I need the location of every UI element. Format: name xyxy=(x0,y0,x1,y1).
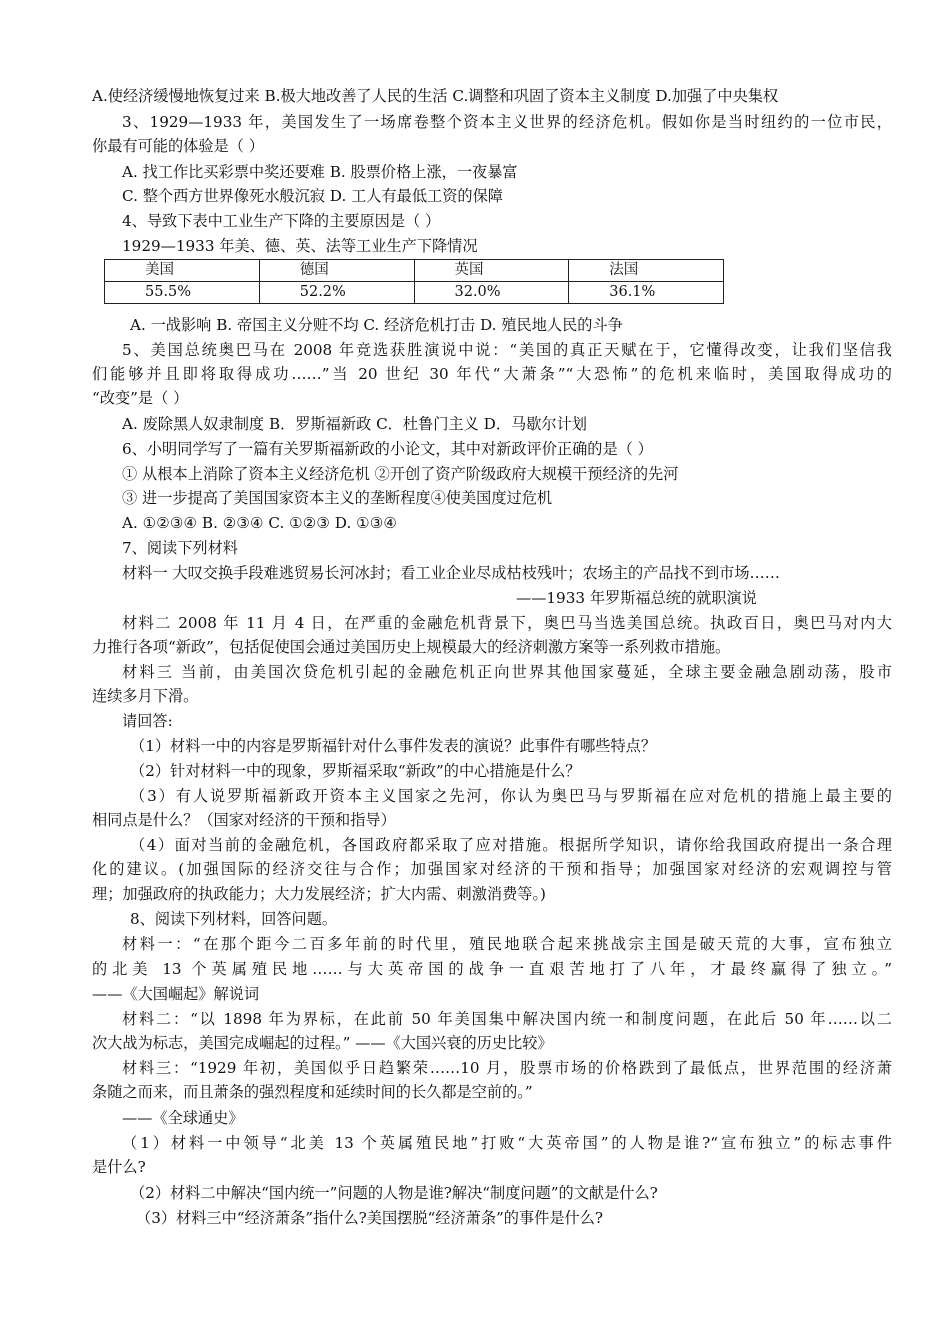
table-header-cell: 法国 xyxy=(569,260,724,282)
q8-material-3: 材料三：“1929 年初，美国似乎日趋繁荣……10 月，股票市场的价格跌到了最低点，世界范围的经济萧 xyxy=(122,1059,892,1077)
q6-item-3-4: ③ 进一步提高了美国国家资本主义的垄断程度④使美国度过危机 xyxy=(122,489,553,507)
q8-material-1-source: ——《大国崛起》解说词 xyxy=(92,985,260,1003)
table-caption: 1929—1933 年美、德、英、法等工业生产下降情况 xyxy=(122,237,478,255)
q7-material-2: 材料二 2008 年 11 月 4 日，在严重的金融危机背景下，奥巴马当选美国总统。执政百日，奥巴马对内大 xyxy=(122,614,892,632)
q7-sub-2: （2）针对材料一中的现象，罗斯福采取“新政”的中心措施是什么？ xyxy=(130,762,581,780)
table-cell: 36.1% xyxy=(569,282,724,304)
q6-item-1-2: ① 从根本上消除了资本主义经济危机 ②开创了资产阶级政府大规模干预经济的先河 xyxy=(122,465,679,483)
q7-answer-prompt: 请回答: xyxy=(122,712,173,730)
q7-material-2-cont: 力推行各项“新政”，包括促使国会通过美国历史上规模最大的经济刺激方案等一系列救市措施。 xyxy=(92,638,731,656)
q7-sub-3: （3）有人说罗斯福新政开资本主义国家之先河，你认为奥巴马与罗斯福在应对危机的措施上最主要的 xyxy=(130,787,892,805)
q8-material-2-cont: 次大战为标志，美国完成崛起的过程。” ——《大国兴衰的历史比较》 xyxy=(92,1034,553,1052)
q7-material-3-cont: 连续多月下滑。 xyxy=(92,687,199,705)
q7-material-1: 材料一 大叹交换手段难逃贸易长河冰封；看工业企业尽成枯枝残叶；农场主的产品找不到市场…… xyxy=(122,564,780,582)
q7-stem: 7、阅读下列材料 xyxy=(122,539,238,557)
table-cell: 32.0% xyxy=(414,282,569,304)
q5-stem-end: “改变”是（ ） xyxy=(92,389,189,407)
table-row xyxy=(105,282,724,304)
q3-options-cd: C. 整个西方世界像死水般沉寂 D. 工人有最低工资的保障 xyxy=(122,187,503,205)
table-cell: 52.2% xyxy=(259,282,414,304)
q3-options-ab: A. 找工作比买彩票中奖还要难 B. 股票价格上涨，一夜暴富 xyxy=(122,163,518,181)
q7-sub-4-cont: 化的建议。(加强国际的经济交往与合作；加强国家对经济的干预和指导；加强国家对经济的宏观调控与管 xyxy=(92,860,892,878)
q8-sub-1: （1）材料一中领导“北美 13 个英属殖民地”打败“大英帝国”的人物是谁?“宣布独立”的标志事件 xyxy=(122,1134,892,1152)
q5-stem: 5、美国总统奥巴马在 2008 年竞选获胜演说中说：“美国的真正天赋在于，它懂得改变，让我们坚信我 xyxy=(122,341,892,359)
table-header-row xyxy=(105,260,724,282)
production-decline-table xyxy=(104,259,724,304)
q7-sub-4: （4）面对当前的金融危机，各国政府都采取了应对措施。根据所学知识，请你给我国政府提出一条合理 xyxy=(130,836,892,854)
q4-stem: 4、导致下表中工业生产下降的主要原因是（ ） xyxy=(122,212,441,230)
q8-sub-2: （2）材料二中解决“国内统一”问题的人物是谁?解决“制度问题”的文献是什么? xyxy=(130,1184,658,1202)
q7-material-3: 材料三 当前，由美国次贷危机引起的金融危机正向世界其他国家蔓延，全球主要金融急剧动荡，股市 xyxy=(122,663,892,681)
q8-stem: 8、阅读下列材料，回答问题。 xyxy=(130,910,338,928)
q7-sub-1: （1）材料一中的内容是罗斯福针对什么事件发表的演说？此事件有哪些特点？ xyxy=(130,737,657,755)
table-header-cell: 德国 xyxy=(259,260,414,282)
q8-material-1: 材料一：“在那个距今二百多年前的时代里，殖民地联合起来挑战宗主国是破天荒的大事，宣布独立 xyxy=(122,935,892,953)
table-header-cell: 美国 xyxy=(105,260,260,282)
q8-material-2: 材料二：“以 1898 年为界标，在此前 50 年美国集中解决国内统一和制度问题，在此后 50 年……以二 xyxy=(122,1010,892,1028)
q7-sub-4-end: 理；加强政府的执政能力；大力发展经济；扩大内需、刺激消费等。) xyxy=(92,885,546,903)
q8-sub-1-cont: 是什么? xyxy=(92,1158,146,1176)
q2-options: A.使经济缓慢地恢复过来 B.极大地改善了人民的生活 C.调整和巩固了资本主义制度 D.加强了中央集权 xyxy=(92,87,779,105)
q8-material-1-cont: 的北美 13 个英属殖民地……与大英帝国的战争一直艰苦地打了八年，才最终赢得了独立。” xyxy=(92,960,892,978)
table-cell: 55.5% xyxy=(105,282,260,304)
q6-options: A. ①②③④ B. ②③④ C. ①②③ D. ①③④ xyxy=(122,514,397,532)
q3-stem: 3、1929—1933 年，美国发生了一场席卷整个资本主义世界的经济危机。假如你是当时纽约的一位市民， xyxy=(122,113,892,131)
q6-stem: 6、小明同学写了一篇有关罗斯福新政的小论文，其中对新政评价正确的是（ ） xyxy=(122,440,653,458)
q4-options: A. 一战影响 B. 帝国主义分赃不均 C. 经济危机打击 D. 殖民地人民的斗争 xyxy=(130,316,623,334)
q3-stem-cont: 你最有可能的体验是（ ） xyxy=(92,137,264,155)
q7-material-1-source: ——1933 年罗斯福总统的就职演说 xyxy=(516,589,757,607)
table-header-cell: 英国 xyxy=(414,260,569,282)
q8-material-3-cont: 条随之而来，而且萧条的强烈程度和延续时间的长久都是空前的。” xyxy=(92,1083,533,1101)
q8-material-3-source: ——《全球通史》 xyxy=(122,1109,244,1127)
q5-options: A. 废除黑人奴隶制度 B．罗斯福新政 C．杜鲁门主义 D．马歇尔计划 xyxy=(122,415,587,433)
q8-sub-3: （3）材料三中“经济萧条”指什么?美国摆脱“经济萧条”的事件是什么? xyxy=(136,1209,604,1227)
q5-stem-cont: 们能够并且即将取得成功……”当 20 世纪 30 年代“大萧条”“大恐怖”的危机来临时，美国取得成功的 xyxy=(92,365,892,383)
q7-sub-3-cont: 相同点是什么？（国家对经济的干预和指导） xyxy=(92,811,396,829)
